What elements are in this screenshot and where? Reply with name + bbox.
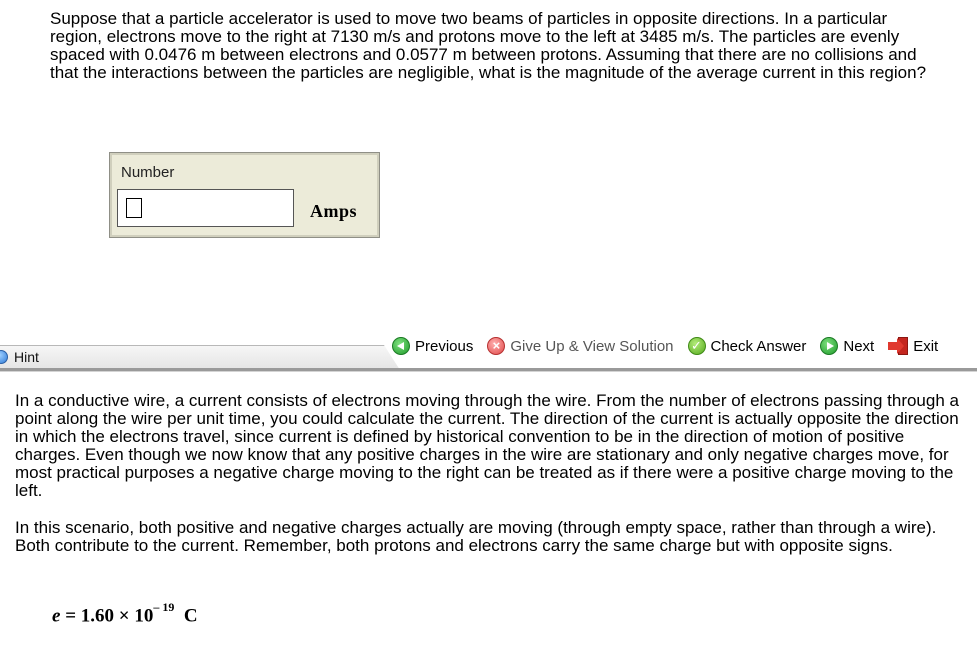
equation-mantissa: 1.60: [80, 605, 115, 627]
give-up-x-icon: ×: [487, 337, 505, 355]
previous-button[interactable]: [392, 337, 473, 355]
check-answer-button-label: Check Answer: [710, 337, 807, 355]
hint-content: [15, 392, 960, 574]
hint-paragraph: In this scenario, both positive and negative charges actually are moving (through empty space, rather than through a wire). Both contribute to the current. Remember, both protons and electrons carry the same charge but with opposite signs.: [15, 518, 937, 555]
previous-button-label: Previous: [415, 337, 474, 355]
hint-tab-strip: [0, 345, 400, 370]
check-answer-button[interactable]: [688, 337, 807, 355]
hint-tab-label: Hint: [14, 349, 39, 365]
number-input[interactable]: [118, 190, 293, 226]
answer-field-wrapper: [117, 189, 294, 227]
answer-panel: [109, 152, 380, 238]
previous-arrow-icon: [392, 337, 410, 355]
equation-equals: =: [60, 605, 81, 627]
answer-label: Number: [121, 164, 175, 181]
next-button[interactable]: [820, 337, 874, 355]
equation-base: 10: [134, 605, 154, 627]
equation-times: ×: [114, 605, 135, 627]
check-mark-icon: ✓: [688, 337, 706, 355]
elementary-charge-equation: [52, 600, 198, 627]
hint-icon: [0, 350, 8, 364]
nav-buttons: [392, 335, 938, 357]
equation-variable: e: [52, 605, 61, 627]
answer-units: Amps: [310, 201, 358, 221]
question-text: Suppose that a particle accelerator is used to move two beams of particles in opposite directions. In a particular region, electrons move to the right at 7130 m/s and protons move to the left at 3485 m/s. The particles are evenly spaced with 0.0476 m between electrons and 0.0577 m between protons. Assuming that there are no collisions and that the interactions between the particles are negligible, what is the magnitude of the average current in this region?: [50, 9, 927, 82]
equation-unit: C: [183, 605, 198, 627]
toolbar-divider: [0, 368, 977, 372]
give-up-button-label: Give Up & View Solution: [510, 337, 674, 355]
next-button-label: Next: [843, 337, 875, 355]
hint-tab[interactable]: [0, 347, 39, 367]
next-arrow-icon: [820, 337, 838, 355]
equation-exponent: – 19: [153, 600, 175, 614]
exit-button[interactable]: [888, 337, 938, 355]
question-toolbar: [0, 330, 977, 372]
give-up-button[interactable]: [487, 337, 673, 355]
exit-door-icon: [888, 337, 908, 355]
exit-button-label: Exit: [913, 337, 939, 355]
hint-paragraph: In a conductive wire, a current consists of electrons moving through the wire. From the number of electrons passing through a point along the wire per unit time, you could calculate the current. The direction of the current is actually opposite the direction in which the electrons travel, since current is defined by historical convention to be in the direction of motion of positive charges. Even though we now know that any positive charges in the wire are stationary and only negative charges move, for most practical purposes a negative charge moving to the right can be treated as if there were a positive charge moving to the left.: [15, 391, 959, 500]
